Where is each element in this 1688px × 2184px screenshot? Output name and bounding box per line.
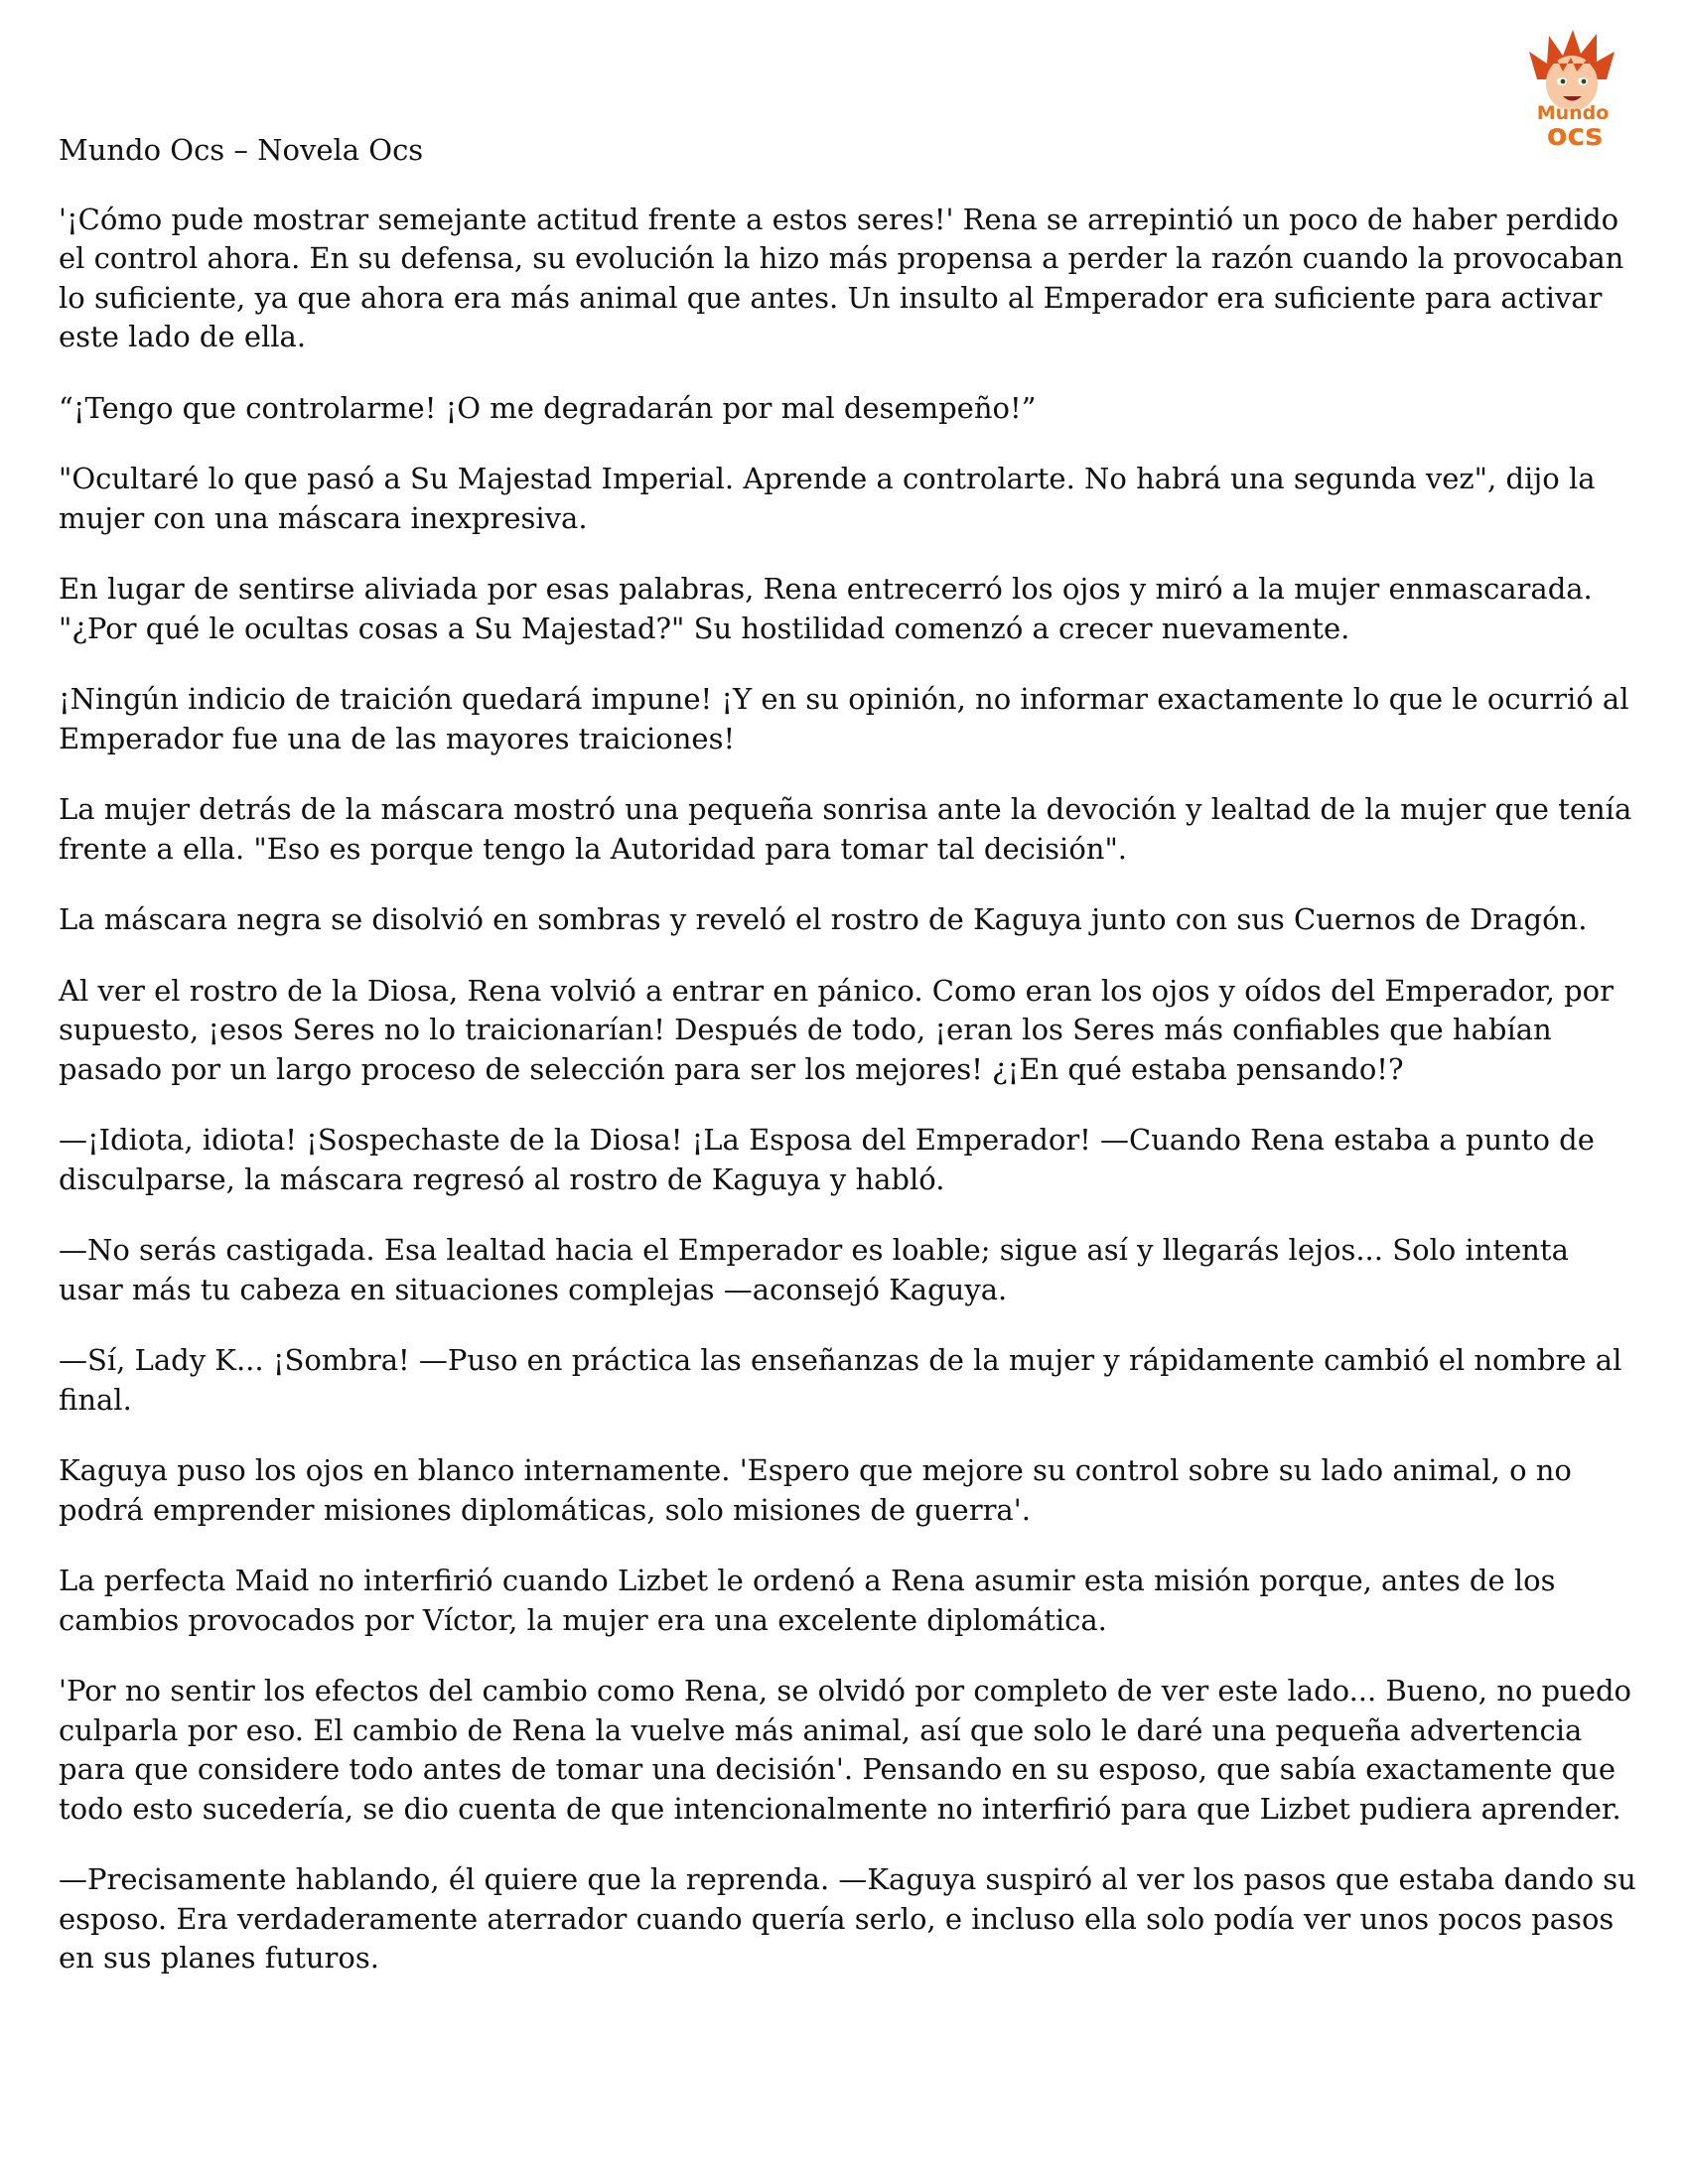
- svg-text:Mundo: Mundo: [1536, 102, 1610, 124]
- paragraph: 'Por no sentir los efectos del cambio como Rena, se olvidó por completo de ver este lado... Bueno, no puedo culparla por eso. El cambio de Rena la vuelve más animal, así que solo le daré una pequeña advertencia para que considere todo antes de tomar una decisión'. Pensando en su esposo, que sabía exactamente que todo esto sucedería, se dio cuenta de que intencionalmente no interfirió para que Lizbet pudiera aprender.: [59, 1674, 1631, 1826]
- paragraph: La máscara negra se disolvió en sombras y reveló el rostro de Kaguya junto con sus Cuernos de Dragón.: [59, 902, 1588, 936]
- document-body: [59, 131, 1637, 2010]
- paragraph: '¡Cómo pude mostrar semejante actitud frente a estos seres!' Rena se arrepintió un poco de haber perdido el control ahora. En su defensa, su evolución la hizo más propensa a perder la razón cuando la provocaban lo suficiente, ya que ahora era más animal que antes. Un insulto al Emperador era suficiente para activar este lado de ella.: [59, 202, 1624, 353]
- paragraph: Kaguya puso los ojos en blanco internamente. 'Espero que mejore su control sobre su lado animal, o no podrá emprender misiones diplomáticas, solo misiones de guerra'.: [59, 1453, 1572, 1527]
- paragraph: "Ocultaré lo que pasó a Su Majestad Imperial. Aprende a controlarte. No habrá una segunda vez", dijo la mujer con una máscara inexpresiva.: [59, 462, 1596, 535]
- paragraph: La perfecta Maid no interfirió cuando Lizbet le ordenó a Rena asumir esta misión porque, antes de los cambios provocados por Víctor, la mujer era una excelente diplomática.: [59, 1564, 1556, 1637]
- paragraph: —No serás castigada. Esa lealtad hacia el Emperador es loable; sigue así y llegarás lejos... Solo intenta usar más tu cabeza en situaciones complejas —aconsejó Kaguya.: [59, 1233, 1569, 1306]
- paragraph: “¡Tengo que controlarme! ¡O me degradarán por mal desempeño!”: [59, 390, 1037, 425]
- svg-text:ocs: ocs: [1546, 118, 1604, 151]
- header-title: Mundo Ocs – Novela Ocs: [59, 133, 424, 167]
- paragraph: —¡Idiota, idiota! ¡Sospechaste de la Diosa! ¡La Esposa del Emperador! —Cuando Rena estaba a punto de disculparse, la máscara regresó al rostro de Kaguya y habló.: [59, 1123, 1595, 1196]
- paragraph: —Precisamente hablando, él quiere que la reprenda. —Kaguya suspiró al ver los pasos que estaba dando su esposo. Era verdaderamente aterrador cuando quería serlo, e incluso ella solo podía ver unos pocos pasos en sus planes futuros.: [59, 1862, 1636, 1975]
- paragraph: En lugar de sentirse aliviada por esas palabras, Rena entrecerró los ojos y miró a la mujer enmascarada. "¿Por qué le ocultas cosas a Su Majestad?" Su hostilidad comenzó a crecer nuevamente.: [59, 572, 1593, 645]
- paragraph: —Sí, Lady K... ¡Sombra! —Puso en práctica las enseñanzas de la mujer y rápidamente cambió el nombre al final.: [59, 1343, 1622, 1417]
- paragraph: La mujer detrás de la máscara mostró una pequeña sonrisa ante la devoción y lealtad de la mujer que tenía frente a ella. "Eso es porque tengo la Autoridad para tomar tal decisión".: [59, 792, 1632, 866]
- paragraph: ¡Ningún indicio de traición quedará impune! ¡Y en su opinión, no informar exactamente lo que le ocurrió al Emperador fue una de las mayores traiciones!: [59, 682, 1629, 755]
- paragraph: Al ver el rostro de la Diosa, Rena volvió a entrar en pánico. Como eran los ojos y oídos del Emperador, por supuesto, ¡esos Seres no lo traicionarían! Después de todo, ¡eran los Seres más confiables que habían pasado por un largo proceso de selección para ser los mejores! ¿¡En qué estaba pensando!?: [59, 973, 1614, 1086]
